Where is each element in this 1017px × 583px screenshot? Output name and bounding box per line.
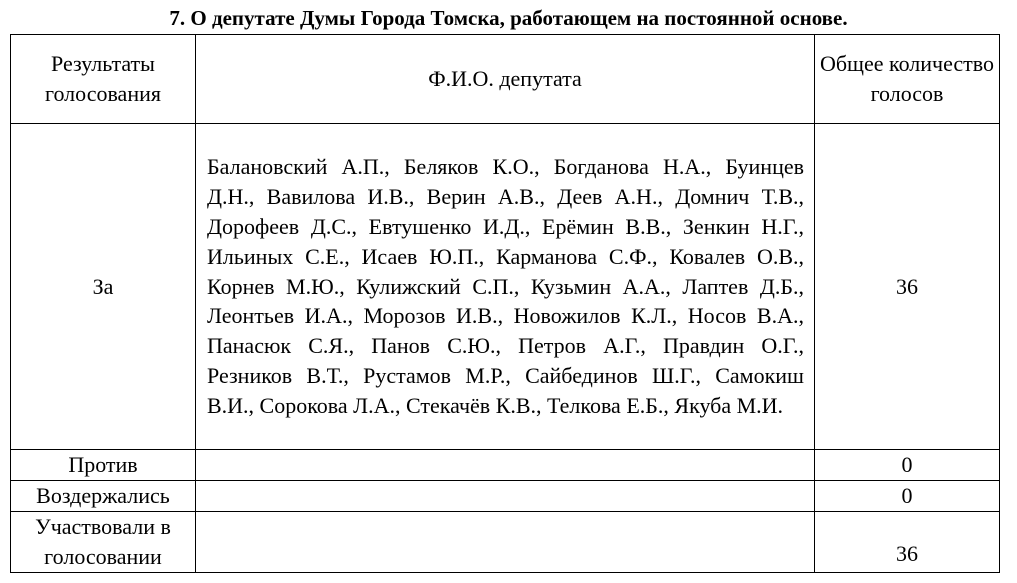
- table-row-participated: [11, 512, 1000, 573]
- header-total: Общее количество голосов: [815, 35, 1000, 124]
- result-label-participated: Участвовали в голосовании: [11, 512, 196, 573]
- total-against: 0: [815, 450, 1000, 481]
- total-for: 36: [815, 124, 1000, 450]
- voting-results-table: [10, 34, 1000, 573]
- total-abstained: 0: [815, 481, 1000, 512]
- result-label-abstained: Воздержались: [11, 481, 196, 512]
- deputies-names-against: [196, 450, 815, 481]
- result-label-for: За: [11, 124, 196, 450]
- table-row-against: [11, 450, 1000, 481]
- deputies-names-for: Балановский А.П., Беляков К.О., Богданова Н.А., Буинцев Д.Н., Вавилова И.В., Верин А.В., Деев А.Н., Домнич Т.В., Дорофеев Д.С., Евтушенко И.Д., Ерёмин В.В., Зенкин Н.Г., Ильиных С.Е., Исаев Ю.П., Карманова С.Ф., Ковалев О.В., Корнев М.Ю., Кулижский С.П., Кузьмин А.А., Лаптев Д.Б., Леонтьев И.А., Морозов И.В., Новожилов К.Л., Носов В.А., Панасюк С.Я., Панов С.Ю., Петров А.Г., Правдин О.Г., Резников В.Т., Рустамов М.Р., Сайбединов Ш.Г., Самокиш В.И., Сорокова Л.А., Стекачёв К.В., Телкова Е.Б., Якуба М.И.: [196, 124, 815, 450]
- total-participated: 36: [815, 512, 1000, 573]
- deputies-names-participated: [196, 512, 815, 573]
- table-row-abstained: [11, 481, 1000, 512]
- table-header-row: [11, 35, 1000, 124]
- header-fio: Ф.И.О. депутата: [196, 35, 815, 124]
- deputies-names-abstained: [196, 481, 815, 512]
- result-label-against: Против: [11, 450, 196, 481]
- document-title: 7. О депутате Думы Города Томска, работающем на постоянной основе.: [169, 6, 848, 30]
- header-results: Результаты голосования: [11, 35, 196, 124]
- table-row-for: [11, 124, 1000, 450]
